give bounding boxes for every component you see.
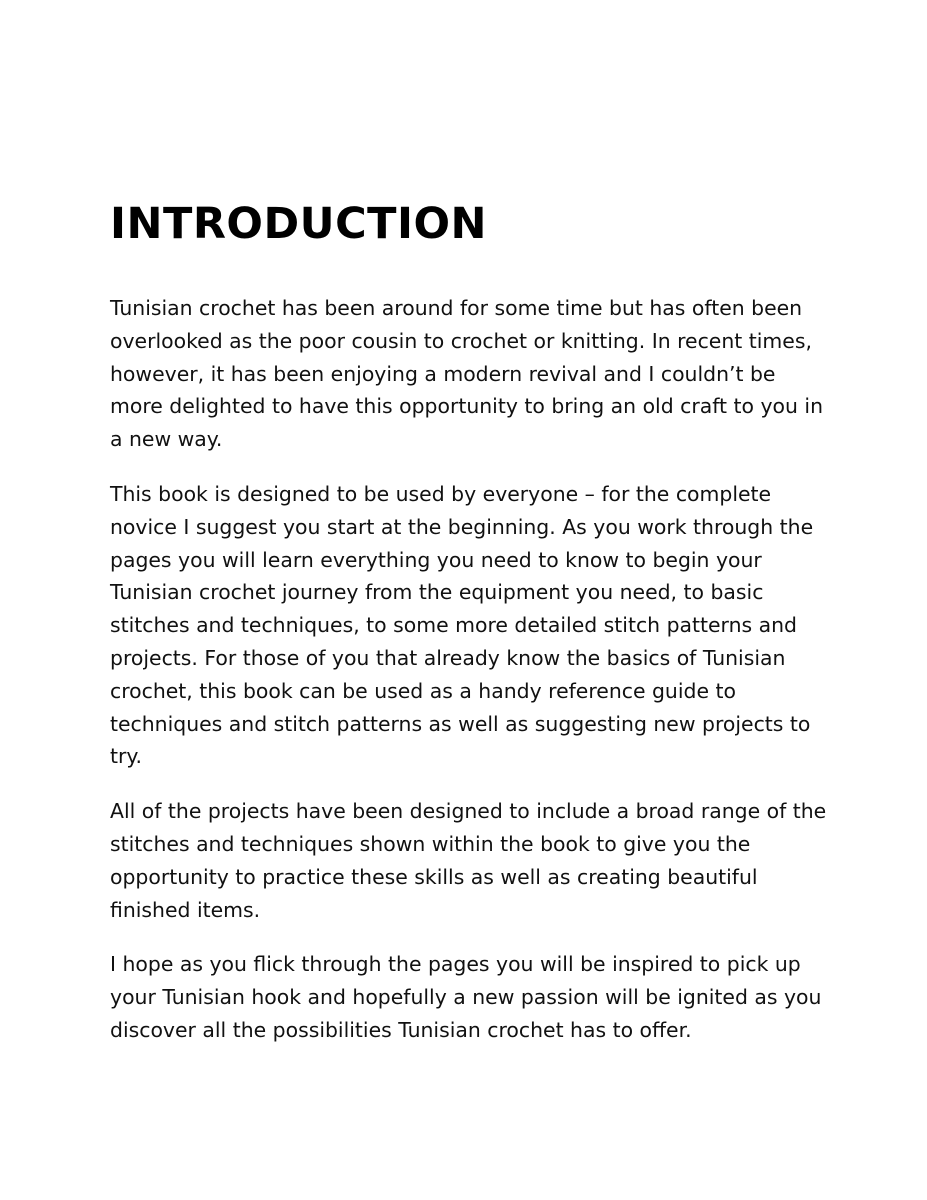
paragraph-2: This book is designed to be used by everyone – for the complete novice I suggest you start at the beginning. As you work through the pages you will learn everything you need to know to begin your Tunisian crochet journey from the equipment you need, to basic stitches and techniques, to some more detailed stitch patterns and projects. For those of you that already know the basics of Tunisian crochet, this book can be used as a handy reference guide to techniques and stitch patterns as well as suggesting new projects to try. [110, 481, 814, 769]
page-content [110, 198, 830, 1069]
body-text [110, 292, 830, 1047]
paragraph-1: Tunisian crochet has been around for some time but has often been overlooked as the poor cousin to crochet or knitting. In recent times, however, it has been enjoying a modern revival and I couldn’t be more delighted to have this opportunity to bring an old craft to you in a new way. [110, 296, 824, 452]
paragraph-3: All of the projects have been designed to include a broad range of the stitches and techniques shown within the book to give you the opportunity to practice these skills as well as creating beautiful finished items. [110, 799, 827, 922]
paragraph-4: I hope as you flick through the pages you will be inspired to pick up your Tunisian hook and hopefully a new passion will be ignited as you discover all the possibilities Tunisian crochet has to offer. [110, 952, 822, 1042]
page-title: INTRODUCTION [110, 199, 488, 249]
